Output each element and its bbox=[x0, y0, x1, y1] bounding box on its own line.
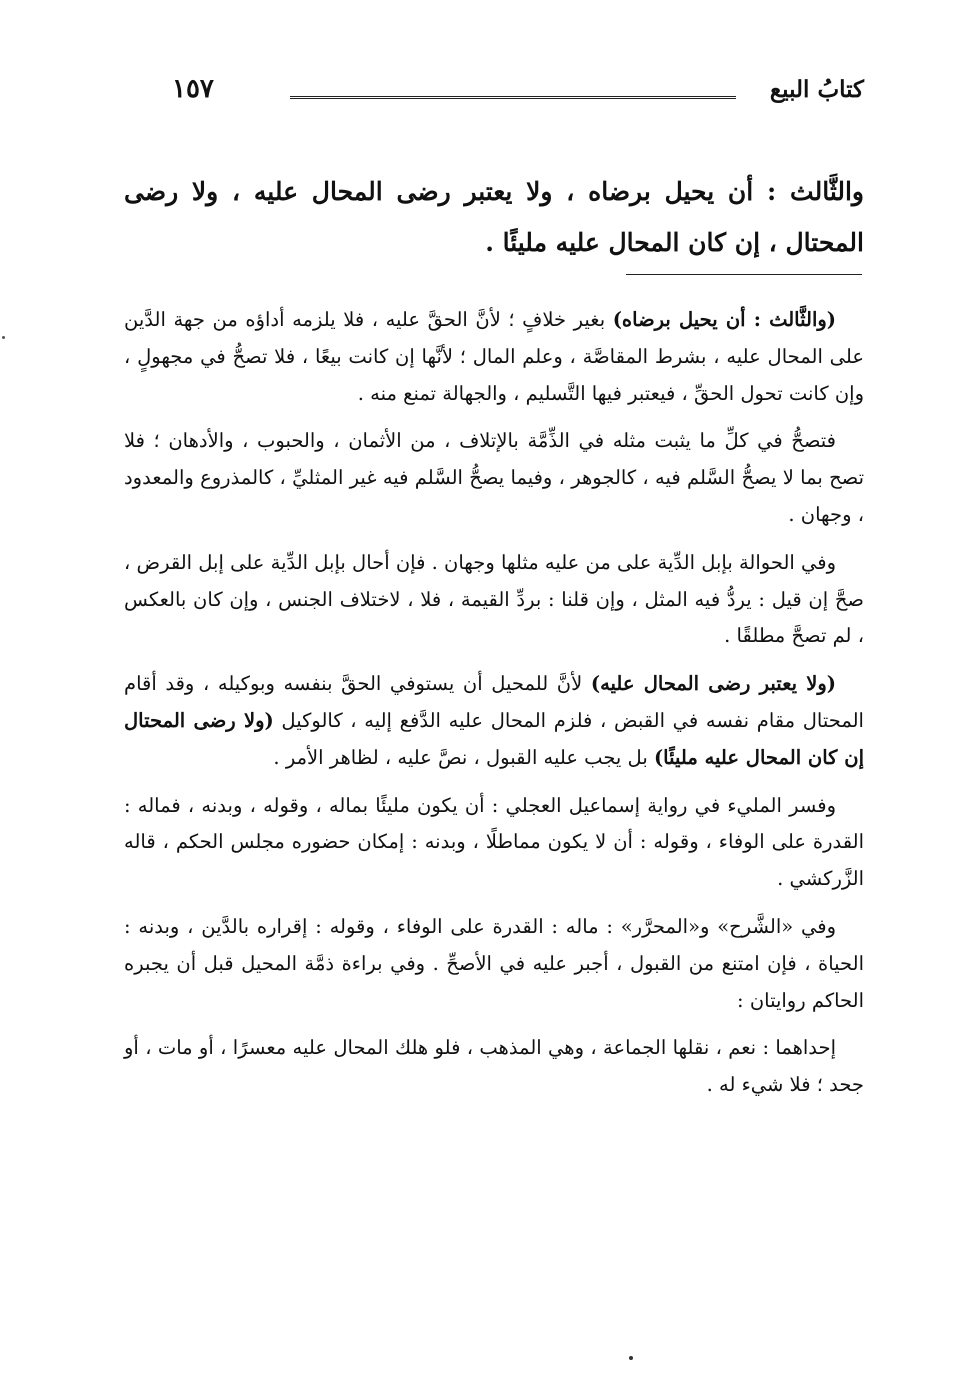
commentary-paragraph-6 bbox=[124, 909, 864, 1019]
commentary bbox=[124, 302, 864, 1115]
paragraph-text: وفي الحوالة بإبل الدِّية على من عليه مثلها وجهان . فإن أحال بإبل الدِّية على إبل القرض ، صحَّ إن قيل : يردُّ فيه المثل ، وإن قلنا : بردِّ القيمة ، فلا ، لاختلاف الجنس ، وإن كان بالعكس ، لم تصحَّ مطلقًا . bbox=[124, 550, 864, 648]
paragraph-text: وفسر المليء في رواية إسماعيل العجلي : أن يكون مليئًا بماله ، وقوله ، وبدنه ، فماله : القدرة على الوفاء ، وقوله : أن لا يكون مماطلًا ، وبدنه : إمكان حضوره مجلس الحكم ، قاله الزَّركشي . bbox=[124, 793, 864, 891]
commentary-paragraph-5 bbox=[124, 788, 864, 898]
commentary-paragraph-7 bbox=[124, 1030, 864, 1104]
quoted-lemma: (ولا رضى المحتال إن كان المحال عليه مليئًا) bbox=[124, 708, 864, 769]
running-header bbox=[172, 76, 864, 116]
paragraph-text: فتصحُّ في كلِّ ما يثبت مثله في الذِّمَّة بالإتلاف ، من الأثمان ، والحبوب ، والأدهان ؛ فلا تصح بما لا يصحُّ السَّلم فيه ، كالجوهر ، وفيما يصحُّ السَّلم فيه غير المثليِّ ، كالمذروع والمعدود ، وجهان . bbox=[124, 429, 864, 526]
paragraph-text: وفي «الشَّرح» و«المحرَّر» : ماله : القدرة على الوفاء ، وقوله : إقراره بالدَّين ، وبدنه : الحياة ، فإن امتنع من القبول ، أجبر عليه في الأصحِّ . وفي براءة ذمَّة المحيل قبل أن يجبره الحاكم روايتان : bbox=[124, 914, 864, 1012]
text-separator bbox=[626, 274, 862, 275]
page-number: ١٥٧ bbox=[172, 74, 214, 104]
paragraph-text: لأنَّ للمحيل أن يستوفي الحقَّ بنفسه وبوكيله ، وقد أقام المحتال مقام نفسه في القبض ، فلزم المحال عليه الدَّفع إليه ، كالوكيل bbox=[124, 672, 864, 732]
commentary-paragraph-3 bbox=[124, 545, 864, 655]
quoted-lemma: (ولا يعتبر رضى المحال عليه) bbox=[590, 672, 836, 696]
footer-dot bbox=[629, 1356, 633, 1360]
chapter-title: كتابُ البيع bbox=[769, 76, 864, 103]
quoted-lemma: (والثَّالث : أن يحيل برضاه) bbox=[612, 308, 836, 331]
commentary-paragraph-2 bbox=[124, 423, 864, 533]
main-text: والثَّالث : أن يحيل برضاه ، ولا يعتبر رضى المحال عليه ، ولا رضى المحتال ، إن كان المحال عليه مليئًا . bbox=[124, 177, 864, 257]
commentary-paragraph-1 bbox=[124, 302, 864, 412]
header-rule bbox=[290, 96, 736, 102]
margin-mark bbox=[2, 336, 5, 339]
commentary-paragraph-4 bbox=[124, 666, 864, 776]
paragraph-text: بغير خلافٍ ؛ لأنَّ الحقَّ عليه ، فلا يلزمه أداؤه من جهة الدَّين على المحال عليه ، بشرط المقاصَّة ، وعلم المال ؛ لأنَّها إن كانت بيعًا ، فلا تصحُّ في مجهولٍ ، وإن كانت تحول الحقِّ ، فيعتبر فيها التَّسليم ، والجهالة تمنع منه . bbox=[124, 308, 864, 405]
paragraph-text: بل يجب عليه القبول ، نصَّ عليه ، لظاهر الأمر . bbox=[273, 745, 654, 769]
paragraph-text: إحداهما : نعم ، نقلها الجماعة ، وهي المذهب ، فلو هلك المحال عليه معسرًا ، أو مات ، أو جحد ؛ فلا شيء له . bbox=[124, 1036, 864, 1097]
